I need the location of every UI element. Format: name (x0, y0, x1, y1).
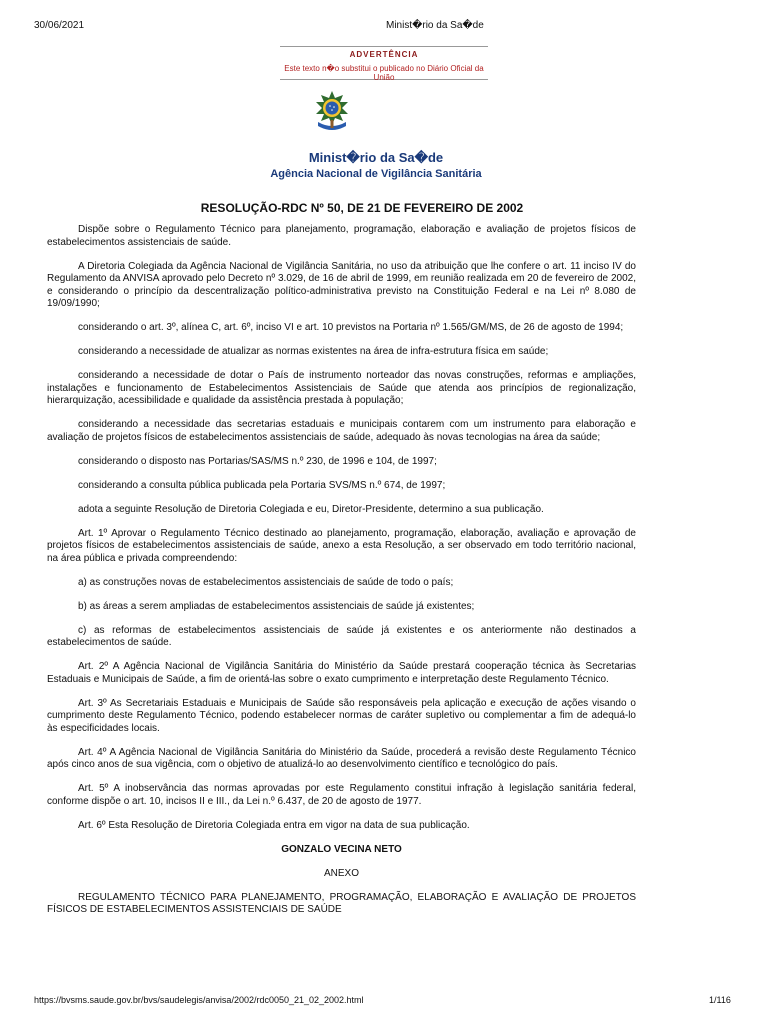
article-2: Art. 2º A Agência Nacional de Vigilância Sanitária do Ministério da Saúde prestará cooperação técnica às Secretarias Estaduais e Municipais de Saúde, a fim de orientá-las sobre o exato cumprimento e interpretação deste Regulamento Técnico. (47, 661, 636, 685)
article-4: Art. 4º A Agência Nacional de Vigilância Sanitária do Ministério da Saúde, procederá a revisão deste Regulamento Técnico após cinco anos de sua vigência, com o objetivo de atualizá-lo ao desenvolvimento científico e tecnológico do país. (47, 746, 636, 770)
print-source-url: https://bvsms.saude.gov.br/bvs/saudelegis/anvisa/2002/rdc0050_21_02_2002.html (34, 995, 364, 1005)
article-3: Art. 3º As Secretariais Estaduais e Municipais de Saúde são responsáveis pela aplicação e execução de ações visando o cumprimento deste Regulamento Técnico, podendo estabelecer normas de caráter supletivo ou complementar a fim de adequá-lo às especificidades locais. (47, 697, 636, 734)
warning-text: Este texto n�o substitui o publicado no Diário Oficial da União (284, 64, 484, 82)
item-c: c) as reformas de estabelecimentos assistenciais de saúde já existentes e os anteriormente não destinados a estabelecimentos de saúde. (47, 624, 636, 648)
paragraph: considerando a necessidade das secretarias estaduais e municipais contarem com um instrumento para elaboração e avaliação de projetos físicos de estabelecimentos assistenciais de saúde, adequado às novas tecnologias na área da saúde; (47, 419, 636, 443)
resolution-title: RESOLUÇÃO-RDC Nº 50, DE 21 DE FEVEREIRO DE 2002 (200, 201, 524, 215)
article-5: Art. 5º A inobservância das normas aprovadas por este Regulamento constitui infração à legislação sanitária federal, conforme dispõe o art. 10, incisos II e III., da Lei n.º 6.437, de 20 de agosto de 1977. (47, 783, 636, 807)
article-1: Art. 1º Aprovar o Regulamento Técnico destinado ao planejamento, programação, elaboração, avaliação e aprovação de projetos físicos de estabelecimentos assistenciais de saúde, anexo a esta Resolução, a ser observado em todo território nacional, na área pública e privada compreendendo: (47, 527, 636, 564)
item-b: b) as áreas a serem ampliadas de estabelecimentos assistenciais de saúde já existentes; (78, 600, 475, 612)
print-date: 30/06/2021 (34, 20, 85, 31)
warning-heading: ADVERTÊNCIA (349, 50, 419, 59)
item-a: a) as construções novas de estabelecimentos assistenciais de saúde de todo o país; (78, 576, 454, 588)
paragraph: adota a seguinte Resolução de Diretoria Colegiada e eu, Diretor-Presidente, determino a sua publicação. (78, 503, 544, 515)
paragraph: considerando a consulta pública publicada pela Portaria SVS/MS n.º 674, de 1997; (78, 479, 446, 491)
ministry-heading (0, 150, 768, 180)
annex-title: REGULAMENTO TÉCNICO PARA PLANEJAMENTO, PROGRAMAÇÃO, ELABORAÇÃO E AVALIAÇÃO DE PROJETOS FÍSICOS DE ESTABELECIMENTOS ASSISTENCIAIS DE SAÚDE (47, 891, 636, 915)
paragraph: considerando o art. 3º, alínea C, art. 6º, inciso VI e art. 10 previstos na Portaria nº 1.565/GM/MS, de 26 de agosto de 1994; (78, 322, 624, 333)
document-body (47, 224, 636, 917)
warning-box (280, 46, 488, 80)
paragraph: A Diretoria Colegiada da Agência Nacional de Vigilância Sanitária, no uso da atribuição que lhe confere o art. 11 inciso IV do Regulamento da ANVISA aprovado pelo Decreto nº 3.029, de 16 de abril de 1999, em reunião realizada em 20 de fevereiro de 2002, e considerando o princípio da descentralização político-administrativa previsto na Constituição Federal e na Lei nº 8.080 de 19/09/1990; (47, 260, 636, 309)
annex-label: ANEXO (323, 867, 359, 879)
paragraph: considerando o disposto nas Portarias/SAS/MS n.º 230, de 1996 e 104, de 1997; (78, 455, 437, 467)
article-6: Art. 6º Esta Resolução de Diretoria Colegiada entra em vigor na data de sua publicação. (78, 819, 470, 831)
ministry-name: Minist�rio da Sa�de (308, 150, 444, 165)
agency-name: Agência Nacional de Vigilância Sanitária (270, 168, 482, 180)
page-number: 1/116 (709, 995, 731, 1005)
paragraph-summary: Dispõe sobre o Regulamento Técnico para planejamento, programação, elaboração e avaliação de projetos físicos de estabelecimentos assistenciais de saúde. (47, 224, 636, 248)
paragraph: considerando a necessidade de dotar o País de instrumento norteador das novas construções, reformas e ampliações, instalações e funcionamento de Estabelecimentos Assistenciais de Saúde que atenda aos princípios de regionalização, hierarquização, acessibilidade e qualidade da assistência prestada à população; (47, 370, 636, 406)
print-page-title: Minist�rio da Sa�de (386, 20, 484, 31)
coat-of-arms-icon (312, 90, 352, 134)
paragraph: considerando a necessidade de atualizar as normas existentes na área de infra-estrutura física em saúde; (78, 346, 549, 357)
signatory: GONZALO VECINA NETO (281, 843, 402, 855)
